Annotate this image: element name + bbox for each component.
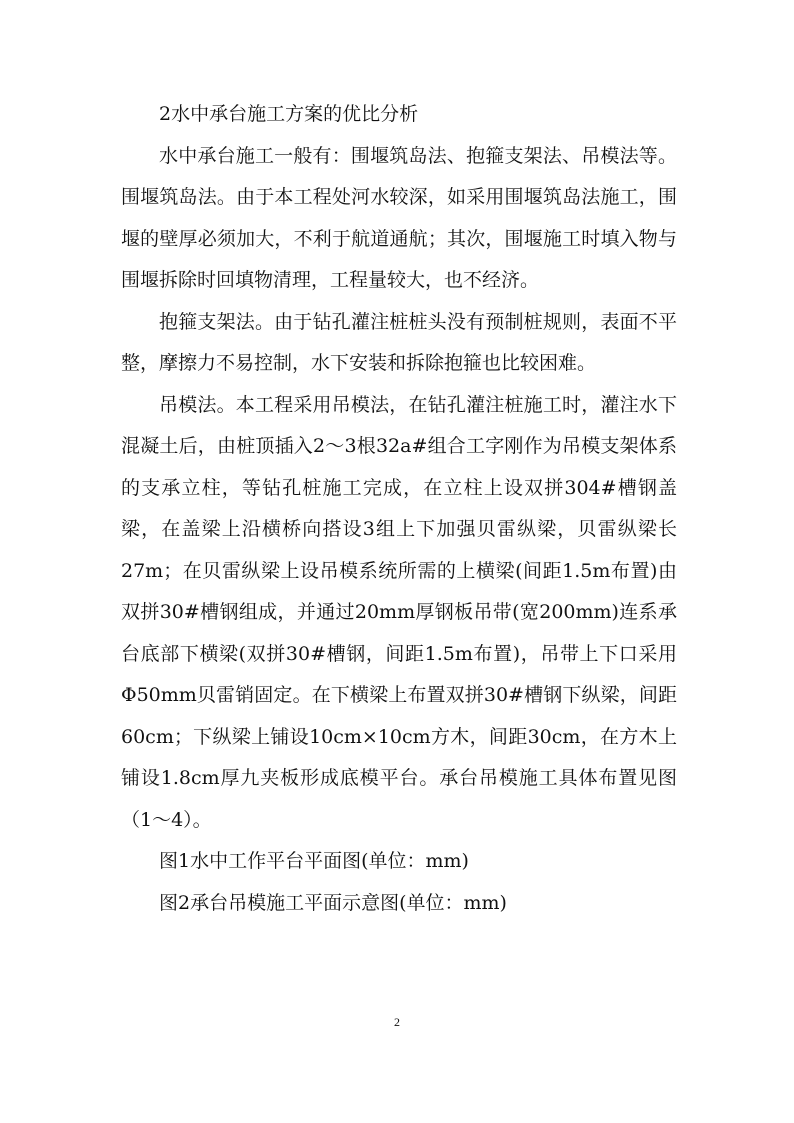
paragraph-hanging-formwork-method: 吊模法。本工程采用吊模法，在钻孔灌注桩施工时，灌注水下混凝土后，由桩顶插入2～3根32a#组合工字刚作为吊模支架体系的支承立柱，等钻孔桩施工完成，在立柱上设双拼304#槽钢盖梁，在盖梁上沿横桥向搭设3组上下加强贝雷纵梁，贝雷纵梁长27m；在贝雷纵梁上设吊模系统所需的上横梁(间距1.5m布置)由双拼30#槽钢组成，并通过20mm厚钢板吊带(宽200mm)连系承台底部下横梁(双拼30#槽钢，间距1.5m布置)，吊带上下口采用Φ50mm贝雷销固定。在下横梁上布置双拼30#槽钢下纵梁，间距60cm；下纵梁上铺设10cm×10cm方木，间距30cm，在方木上铺设1.8cm厚九夹板形成底模平台。承台吊模施工具体布置见图（1～4）。 bbox=[121, 393, 677, 831]
paragraph-methods-overview: 水中承台施工一般有：围堰筑岛法、抱箍支架法、吊模法等。围堰筑岛法。由于本工程处河水较深，如采用围堰筑岛法施工，围堰的壁厚必须加大，不利于航道通航；其次，围堰施工时填入物与围堰拆除时回填物清理，工程量较大，也不经济。 bbox=[121, 144, 677, 291]
figure-caption-2: 图2承台吊模施工平面示意图(单位：mm) bbox=[159, 891, 507, 914]
page-number: 2 bbox=[394, 1015, 400, 1029]
paragraph-hoop-bracket-method: 抱箍支架法。由于钻孔灌注桩桩头没有预制桩规则，表面不平整，摩擦力不易控制，水下安装和拆除抱箍也比较困难。 bbox=[121, 310, 677, 374]
document-body bbox=[121, 94, 677, 924]
figure-caption-1: 图1水中工作平台平面图(单位：mm) bbox=[159, 850, 469, 872]
section-heading: 2水中承台施工方案的优比分析 bbox=[159, 103, 419, 125]
